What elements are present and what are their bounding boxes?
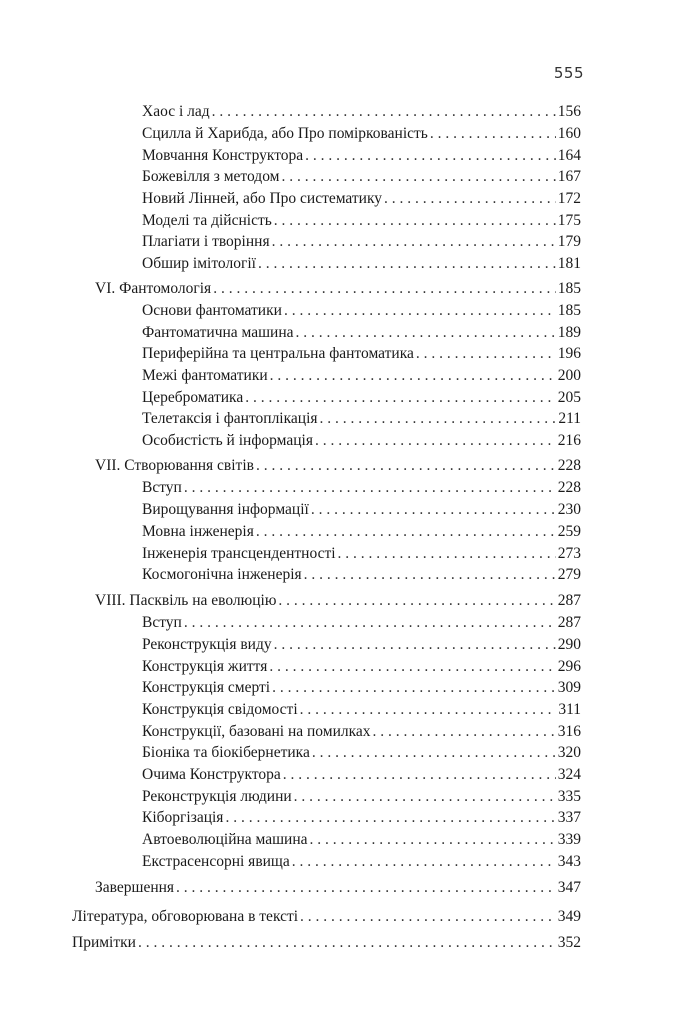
toc-entry-page: 316 [557, 723, 581, 740]
toc-entry-page: 179 [557, 233, 581, 250]
toc-entry [142, 408, 581, 429]
toc-leader-dots [258, 253, 556, 274]
toc-entry-title: Плагіати і творіння [142, 233, 270, 250]
toc-entry-page: 347 [557, 879, 581, 896]
toc-entry-title: Екстрасенсорні явища [142, 853, 290, 870]
toc-leader-dots [213, 278, 556, 299]
toc-entry [142, 123, 581, 144]
toc-entry-title: Література, обговорювана в тексті [72, 908, 299, 925]
toc-leader-dots [320, 408, 557, 429]
toc-entry-page: 185 [557, 302, 581, 319]
toc-entry-page: 259 [557, 523, 581, 540]
toc-entry-title: Конструкція свідомості [142, 701, 298, 718]
toc-entry-page: 311 [558, 701, 581, 718]
toc-entry-page: 309 [557, 679, 581, 696]
toc-leader-dots [296, 322, 556, 343]
toc-entry [142, 365, 581, 386]
toc-entry [142, 210, 581, 231]
toc-entry-page: 273 [557, 545, 581, 562]
toc-leader-dots [138, 932, 556, 953]
toc-leader-dots [294, 786, 556, 807]
toc-entry-title: Божевілля з методом [142, 168, 280, 185]
toc-entry [142, 188, 581, 209]
toc-entry-title: Вступ [142, 614, 182, 631]
toc-entry-page: 196 [557, 345, 581, 362]
toc-entry [142, 521, 581, 542]
toc-entry-title: Вступ [142, 479, 182, 496]
toc-entry [142, 477, 581, 498]
toc-entry-title: Завершення [95, 879, 175, 896]
toc-entry-title: Реконструкція людини [142, 788, 292, 805]
toc-entry [142, 764, 581, 785]
toc-leader-dots [270, 365, 556, 386]
toc-entry-page: 175 [557, 212, 581, 229]
toc-entry-title: Мовчання Конструктора [142, 147, 304, 164]
toc-entry [142, 300, 581, 321]
toc-entry-title: Примітки [72, 934, 136, 951]
toc-entry-page: 337 [557, 809, 581, 826]
toc-entry-page: 352 [557, 934, 581, 951]
toc-leader-dots [272, 677, 556, 698]
toc-entry-title: Інженерія трансцендентності [142, 545, 336, 562]
toc-entry-page: 324 [557, 766, 581, 783]
toc-entry-title: Сцилла й Харибда, або Про поміркованість [142, 125, 428, 142]
toc-entry-title: Телетаксія і фантоплікація [142, 410, 318, 427]
toc-leader-dots [384, 188, 556, 209]
toc-leader-dots [430, 123, 556, 144]
toc-leader-dots [256, 455, 556, 476]
toc-leader-dots [176, 877, 556, 898]
toc-leader-dots [274, 210, 556, 231]
toc-entry-title: Конструкція смерті [142, 679, 271, 696]
toc-chapter-entry [95, 877, 581, 898]
toc-entry-title: Цереброматика [142, 389, 244, 406]
toc-leader-dots [300, 906, 556, 927]
toc-leader-dots [281, 166, 555, 187]
toc-entry-title: Обшир імітології [142, 255, 256, 272]
toc-leader-dots [274, 634, 556, 655]
toc-entry-page: 205 [557, 389, 581, 406]
toc-entry [142, 322, 581, 343]
toc-entry-title: Автоеволюційна машина [142, 831, 308, 848]
toc-entry-title: Мовна інженерія [142, 523, 254, 540]
toc-entry [142, 851, 581, 872]
toc-leader-dots [278, 590, 555, 611]
toc-entry-page: 343 [557, 853, 581, 870]
toc-entry-title: Новий Лінней, або Про систематику [142, 190, 383, 207]
toc-entry [142, 807, 581, 828]
toc-entry-page: 164 [557, 147, 581, 164]
toc-entry [142, 145, 581, 166]
toc-leader-dots [284, 300, 556, 321]
toc-entry [142, 721, 581, 742]
toc-leader-dots [256, 521, 556, 542]
toc-leader-dots [305, 145, 556, 166]
toc-entry-title: Основи фантоматики [142, 302, 282, 319]
toc-entry [142, 677, 581, 698]
toc-entry-title: Вирощування інформації [142, 501, 309, 518]
toc-leader-dots [300, 699, 557, 720]
toc-entry-page: 228 [557, 457, 581, 474]
toc-entry-page: 230 [557, 501, 581, 518]
toc-entry-title: Межі фантоматики [142, 367, 268, 384]
toc-leader-dots [212, 101, 556, 122]
toc-entry-page: 296 [557, 658, 581, 675]
toc-leader-dots [245, 387, 556, 408]
toc-leader-dots [184, 477, 556, 498]
toc-entry-page: 211 [558, 410, 581, 427]
toc-entry [142, 101, 581, 122]
toc-entry-title: Очима Конструктора [142, 766, 281, 783]
toc-leader-dots [269, 656, 555, 677]
toc-entry-title: Особистість й інформація [142, 432, 313, 449]
toc-entry-page: 290 [557, 636, 581, 653]
toc-leader-dots [311, 499, 556, 520]
toc-leader-dots [272, 231, 556, 252]
toc-entry-page: 181 [557, 255, 581, 272]
toc-entry-page: 320 [557, 744, 581, 761]
toc-entry-page: 339 [557, 831, 581, 848]
toc-leader-dots [184, 612, 556, 633]
toc-entry [142, 543, 581, 564]
toc-leader-dots [312, 742, 556, 763]
toc-part-entry [72, 932, 581, 953]
toc-entry-page: 335 [557, 788, 581, 805]
toc-entry [142, 343, 581, 364]
toc-leader-dots [315, 430, 556, 451]
toc-leader-dots [283, 764, 556, 785]
toc-entry-page: 185 [557, 280, 581, 297]
toc-entry [142, 166, 581, 187]
toc-entry-title: Космогонічна інженерія [142, 566, 302, 583]
toc-entry [142, 499, 581, 520]
toc-entry-page: 200 [557, 367, 581, 384]
toc-entry [142, 253, 581, 274]
toc-entry-title: Периферійна та центральна фантоматика [142, 345, 414, 362]
toc-entry [142, 829, 581, 850]
toc-entry-page: 228 [557, 479, 581, 496]
toc-entry [142, 564, 581, 585]
toc-leader-dots [225, 807, 555, 828]
toc-entry-title: Конструкції, базовані на помилках [142, 723, 371, 740]
toc-leader-dots [304, 564, 556, 585]
toc-entry [142, 699, 581, 720]
page-number: 555 [553, 64, 584, 82]
toc-entry-title: VIII. Пасквіль на еволюцію [95, 592, 277, 609]
toc-entry-title: Біоніка та біокібернетика [142, 744, 310, 761]
toc-chapter-entry [95, 278, 581, 299]
toc-entry-title: Хаос і лад [142, 103, 210, 120]
toc-entry-page: 156 [557, 103, 581, 120]
toc-entry-title: Моделі та дійсність [142, 212, 272, 229]
toc-entry-page: 189 [557, 324, 581, 341]
toc-entry [142, 231, 581, 252]
toc-part-entry [72, 906, 581, 927]
toc-entry-title: VII. Створювання світів [95, 457, 254, 474]
toc-entry [142, 430, 581, 451]
toc-leader-dots [310, 829, 556, 850]
toc-entry-page: 160 [557, 125, 581, 142]
toc-entry-title: Кіборгізація [142, 809, 224, 826]
toc-entry-title: Фантоматична машина [142, 324, 294, 341]
toc-entry-title: VI. Фантомологія [95, 280, 212, 297]
toc-entry [142, 612, 581, 633]
toc-entry [142, 387, 581, 408]
toc-entry-page: 287 [557, 614, 581, 631]
toc-chapter-entry [95, 455, 581, 476]
toc-entry [142, 634, 581, 655]
toc-entry [142, 656, 581, 677]
toc-entry-page: 172 [557, 190, 581, 207]
toc-leader-dots [338, 543, 556, 564]
toc-entry [142, 742, 581, 763]
toc-leader-dots [373, 721, 556, 742]
toc-entry [142, 786, 581, 807]
toc-entry-page: 287 [557, 592, 581, 609]
toc-entry-page: 349 [557, 908, 581, 925]
toc-entry-page: 167 [557, 168, 581, 185]
toc-chapter-entry [95, 590, 581, 611]
toc-entry-page: 216 [557, 432, 581, 449]
toc-leader-dots [292, 851, 556, 872]
toc-entry-title: Конструкція життя [142, 658, 268, 675]
toc-leader-dots [416, 343, 556, 364]
toc-entry-title: Реконструкція виду [142, 636, 272, 653]
toc-entry-page: 279 [557, 566, 581, 583]
